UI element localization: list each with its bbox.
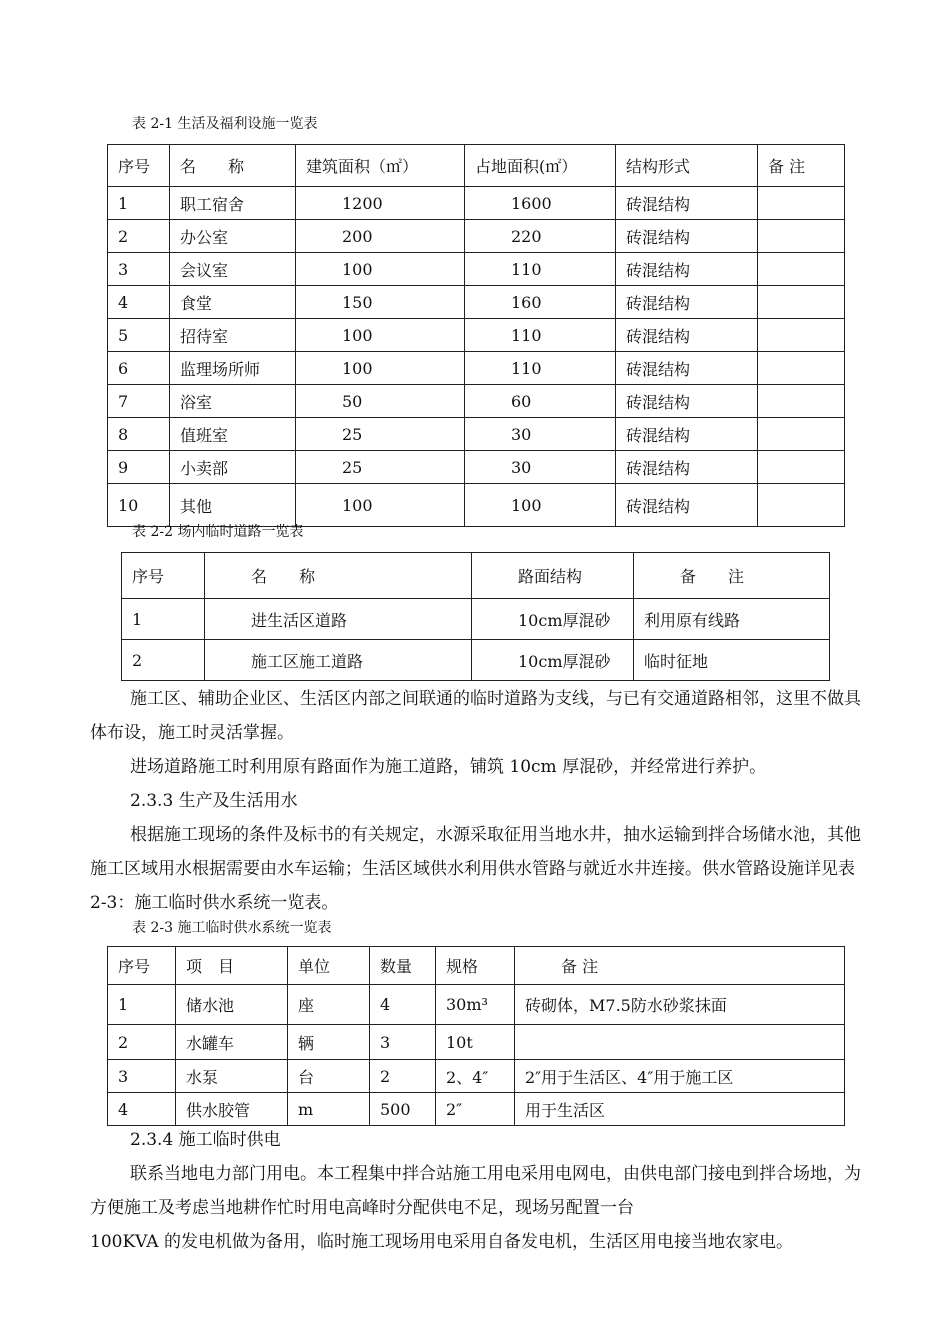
table-2-3-caption: 表 2-3 施工临时供水系统一览表 [132,920,332,936]
header-cell: 规格 [436,947,515,985]
table-cell: 砖混结构 [616,253,758,286]
table-row [108,352,845,385]
table-cell: 100 [296,319,465,352]
table-cell: 10 [108,484,170,527]
table-cell: 110 [465,253,616,286]
table-row [108,187,845,220]
header-cell: 备 注 [758,145,845,187]
table-cell: 2″用于生活区、4″用于施工区 [515,1060,845,1093]
table-cell: 砖砌体，M7.5防水砂浆抹面 [515,985,845,1025]
table-cell: 砖混结构 [616,352,758,385]
table-cell: 10t [436,1025,515,1060]
table-cell: 砖混结构 [616,385,758,418]
table-cell: 供水胶管 [176,1093,288,1126]
section-heading: 2.3.4 施工临时供电 [130,1130,281,1150]
table-cell: 9 [108,451,170,484]
table-cell: 座 [288,985,370,1025]
table-row [108,319,845,352]
body-text-2 [90,1123,870,1259]
table-cell: 1600 [465,187,616,220]
roads-table [121,552,830,681]
header-cell: 路面结构 [472,553,634,599]
table-cell [758,286,845,319]
table-cell: 辆 [288,1025,370,1060]
table-cell: 25 [296,451,465,484]
table-cell: 会议室 [170,253,296,286]
section-heading: 2.3.3 生产及生活用水 [130,791,298,811]
header-cell: 单位 [288,947,370,985]
table-cell: 6 [108,352,170,385]
table-cell: 监理场所师 [170,352,296,385]
table-2-2-caption: 表 2-2 场内临时道路一览表 [132,524,304,540]
table-row [108,385,845,418]
table-cell: 3 [108,1060,176,1093]
table-cell: 浴室 [170,385,296,418]
table-cell: 4 [108,1093,176,1126]
table-cell: 砖混结构 [616,418,758,451]
table-cell: 60 [465,385,616,418]
table-cell: 100 [465,484,616,527]
table-cell: 30m³ [436,985,515,1025]
table-cell: 10cm厚混砂 [472,640,634,681]
table-cell: 2 [108,220,170,253]
table-cell: 小卖部 [170,451,296,484]
table-cell [758,451,845,484]
table-row [108,1025,845,1060]
table-row [108,253,845,286]
table-row [108,220,845,253]
table-cell [758,319,845,352]
header-cell: 占地面积(㎡） [465,145,616,187]
water-supply-table [107,946,845,1126]
table-cell: 储水池 [176,985,288,1025]
header-cell: 备 注 [515,947,845,985]
table-cell: 2 [370,1060,436,1093]
table-cell: 台 [288,1060,370,1093]
table-row [108,484,845,527]
table-cell: 1200 [296,187,465,220]
table-cell [758,253,845,286]
table-cell: 8 [108,418,170,451]
table-cell: 2 [122,640,205,681]
table-cell: 3 [108,253,170,286]
table-cell: 水罐车 [176,1025,288,1060]
header-cell: 名 称 [205,553,472,599]
table-row [108,286,845,319]
paragraph: 100KVA 的发电机做为备用，临时施工现场用电采用自备发电机，生活区用电接当地农家电。 [90,1232,793,1252]
table-cell: 用于生活区 [515,1093,845,1126]
table-cell: 其他 [170,484,296,527]
table-cell: 砖混结构 [616,319,758,352]
body-text-1 [90,682,870,920]
header-cell: 序号 [108,947,176,985]
paragraph: 进场道路施工时利用原有路面作为施工道路，铺筑 10cm 厚混砂，并经常进行养护。 [130,757,767,777]
table-cell: 110 [465,352,616,385]
table-cell: 50 [296,385,465,418]
table-cell: 职工宿舍 [170,187,296,220]
paragraph: 联系当地电力部门用电。本工程集中拌合站施工用电采用电网电，由供电部门接电到拌合场地，为方便施工及考虑当地耕作忙时用电高峰时分配供电不足，现场另配置一台 [90,1164,861,1218]
table-row [122,599,830,640]
table-cell: 7 [108,385,170,418]
table-cell: 500 [370,1093,436,1126]
header-cell: 名 称 [170,145,296,187]
table-cell [758,187,845,220]
table-cell: m [288,1093,370,1126]
table-cell: 30 [465,418,616,451]
header-cell: 项 目 [176,947,288,985]
table-cell: 100 [296,253,465,286]
table-cell [515,1025,845,1060]
table-row [108,451,845,484]
table-cell: 临时征地 [634,640,830,681]
table-cell: 利用原有线路 [634,599,830,640]
table-row [108,418,845,451]
table-2-1-caption: 表 2-1 生活及福利设施一览表 [132,116,318,132]
table-cell: 200 [296,220,465,253]
table-cell [758,352,845,385]
table-cell: 招待室 [170,319,296,352]
table-cell: 4 [370,985,436,1025]
table-cell: 进生活区道路 [205,599,472,640]
table-cell: 砖混结构 [616,451,758,484]
table-cell: 砖混结构 [616,286,758,319]
table-cell: 150 [296,286,465,319]
table-row [108,985,845,1025]
table-cell: 220 [465,220,616,253]
header-cell: 数量 [370,947,436,985]
paragraph: 施工区、辅助企业区、生活区内部之间联通的临时道路为支线，与已有交通道路相邻，这里不做具体布设，施工时灵活掌握。 [90,689,861,743]
paragraph: 根据施工现场的条件及标书的有关规定，水源采取征用当地水井，抽水运输到拌合场储水池，其他施工区域用水根据需要由水车运输；生活区域供水利用供水管路与就近水井连接。供水管路设施详见表 2-3：施工临时供水系统一览表。 [90,825,861,913]
table-cell: 100 [296,484,465,527]
table-cell: 1 [108,985,176,1025]
header-cell: 结构形式 [616,145,758,187]
table-cell: 1 [108,187,170,220]
header-cell: 建筑面积（㎡） [296,145,465,187]
table-cell: 5 [108,319,170,352]
table-cell: 2 [108,1025,176,1060]
table-cell [758,418,845,451]
table-cell: 3 [370,1025,436,1060]
table-cell: 食堂 [170,286,296,319]
table-row [108,1093,845,1126]
header-cell: 备 注 [634,553,830,599]
table-cell [758,220,845,253]
table-row [122,640,830,681]
table-cell: 砖混结构 [616,484,758,527]
table-cell [758,484,845,527]
table-cell: 值班室 [170,418,296,451]
table-cell: 30 [465,451,616,484]
table-cell: 100 [296,352,465,385]
table-row [108,1060,845,1093]
table-cell: 办公室 [170,220,296,253]
header-cell: 序号 [108,145,170,187]
table-cell: 10cm厚混砂 [472,599,634,640]
table-cell: 水泵 [176,1060,288,1093]
table-cell: 2、4″ [436,1060,515,1093]
header-cell: 序号 [122,553,205,599]
table-cell: 施工区施工道路 [205,640,472,681]
table-cell: 160 [465,286,616,319]
table-cell: 砖混结构 [616,187,758,220]
table-cell: 4 [108,286,170,319]
table-cell: 砖混结构 [616,220,758,253]
table-cell: 110 [465,319,616,352]
table-cell [758,385,845,418]
table-cell: 1 [122,599,205,640]
facilities-table [107,144,845,527]
table-cell: 25 [296,418,465,451]
table-cell: 2″ [436,1093,515,1126]
